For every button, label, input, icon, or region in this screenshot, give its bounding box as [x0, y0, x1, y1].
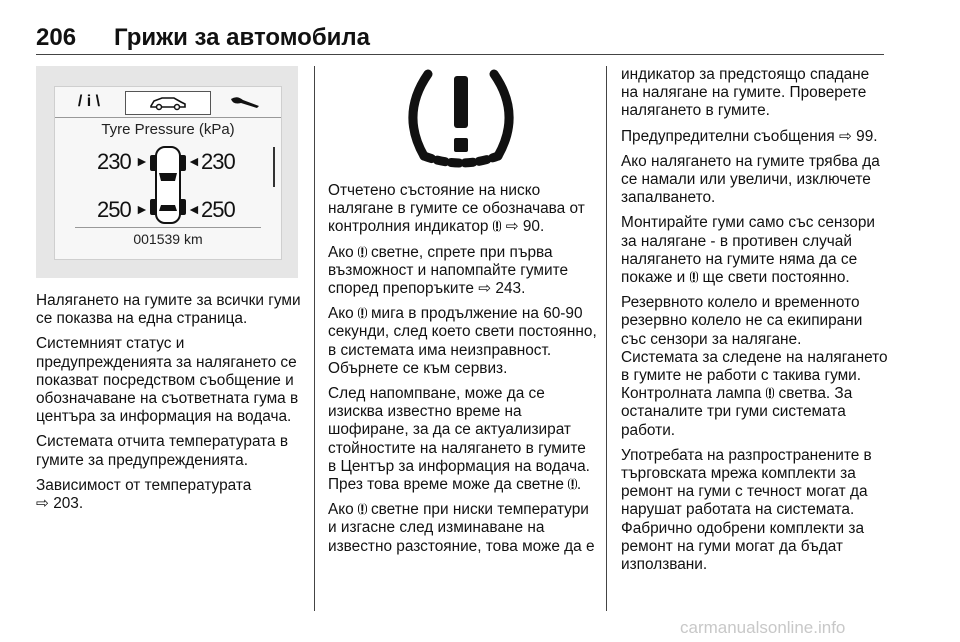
page-ref-icon: ⇨	[36, 495, 49, 513]
tyre-rear-left-value: 250	[97, 197, 131, 222]
paragraph: Резервното колело и временното резервно колело не са екипирани със сензори за налягане.	[621, 294, 863, 348]
page-ref-icon: ⇨	[478, 280, 492, 298]
paragraph: Зависимост от температурата ⇨ 203.	[36, 476, 252, 513]
tyre-pressure-warning-icon	[330, 66, 592, 176]
tab-info: / i \	[77, 93, 101, 110]
page-ref[interactable]: 90.	[522, 218, 545, 236]
page-title: Грижи за автомобила	[114, 24, 371, 51]
watermark: carmanualsonline.info	[680, 618, 846, 637]
display-tab-bar	[55, 87, 281, 117]
paragraph: Системата за следене на налягането в гумите не работи с такива гуми. Контролната лампа ! светва. За останалите три гуми системата работи.	[621, 348, 888, 439]
paragraph: След напомпване, може да се изисква известно време на шофиране, за да се актуализират стойностите на налягането в гумите в Център за информация на водача. През това време може да светне ! .	[328, 385, 590, 494]
odometer-divider	[75, 227, 261, 228]
display-title: Tyre Pressure (kPa)	[101, 121, 235, 138]
column-3	[621, 66, 889, 581]
column-1	[36, 292, 302, 520]
column-divider	[606, 66, 607, 611]
arrow-right-icon: ►	[135, 153, 149, 169]
page-header	[36, 24, 884, 52]
paragraph: Ако налягането на гумите трябва да се намали или увеличи, изключете запалването.	[621, 152, 880, 207]
page-number: 206	[36, 24, 77, 51]
tyre-front-right-value: 230	[201, 149, 235, 174]
display-illustration	[36, 66, 298, 278]
paragraph: Налягането на гумите за всички гуми се показва на една страница.	[36, 292, 301, 328]
tpms-indicator-icon: !	[360, 243, 365, 260]
page-ref[interactable]: 243.	[495, 280, 526, 298]
column-divider	[314, 66, 315, 611]
odometer-value: 001539 km	[133, 231, 203, 247]
display-divider	[55, 117, 281, 118]
tab-vehicle	[125, 91, 211, 115]
paragraph: Предупредителни съобщения ⇨ 99.	[621, 127, 878, 145]
paragraph: Употребата на разпространените в търговската мрежа комплекти за ремонт на гуми с течност могат да нарушат работата на системата. Фабрично одобрени комплекти за ремонт на гуми могат да бъдат използвани.	[621, 446, 872, 574]
car-icon	[148, 95, 188, 111]
tab-service	[217, 91, 273, 113]
wrench-icon	[229, 95, 261, 109]
paragraph: Ако ! мига в продължение на 60-90 секунди, след което свети постоянно, в системата има неизправност. Обърнете се към сервиз.	[328, 305, 597, 377]
arrow-left-icon: ◄	[187, 153, 201, 169]
column-2	[328, 182, 598, 563]
paragraph: Отчетено състояние на ниско налягане в гумите се обозначава от контролния индикатор ! ⇨ 90.	[328, 182, 585, 236]
scrollbar-indicator	[273, 147, 275, 187]
page-ref-icon: ⇨	[505, 218, 519, 236]
paragraph: индикатор за предстоящо спадане на налягане на гумите. Проверете налягането в гумите.	[621, 66, 870, 120]
paragraph: Ако ! светне при ниски температури и изгасне след изминаване на известно разстояние, това може да е	[328, 501, 595, 555]
tyre-rear-right-value: 250	[201, 197, 235, 222]
tpms-warning-illustration	[330, 66, 592, 176]
tpms-indicator-icon: !	[691, 269, 697, 286]
paragraph: Монтирайте гуми само със сензори за налягане - в противен случай налягането на гумите няма да се покаже и ! ще свети постоянно.	[621, 214, 876, 287]
paragraph: Системата отчита температурата в гумите за предупрежденията.	[36, 433, 289, 469]
paragraph: Ако ! светне, спрете при първа възможност и напомпайте гумите според препоръките ⇨ 243.	[328, 243, 569, 298]
page-ref[interactable]: 99.	[856, 127, 878, 145]
paragraph: Системният статус и предупрежденията за налягането се показват посредством съобщение и обозначаване на съответната гума в центъра за информация на водача.	[36, 335, 299, 426]
tpms-indicator-icon: !	[570, 476, 575, 493]
tpms-indicator-icon: !	[360, 501, 365, 518]
header-divider	[36, 54, 884, 55]
tpms-indicator-icon: !	[767, 385, 773, 402]
page-ref-icon: ⇨	[838, 127, 852, 145]
page-ref[interactable]: 203.	[53, 495, 84, 513]
info-display-screen	[54, 86, 282, 260]
tyre-front-left-value: 230	[97, 149, 131, 174]
arrow-right-icon: ►	[135, 201, 149, 217]
car-top-view-icon	[149, 143, 187, 227]
tpms-indicator-icon: !	[494, 218, 500, 235]
tpms-indicator-icon: !	[360, 305, 365, 322]
arrow-left-icon: ◄	[187, 201, 201, 217]
